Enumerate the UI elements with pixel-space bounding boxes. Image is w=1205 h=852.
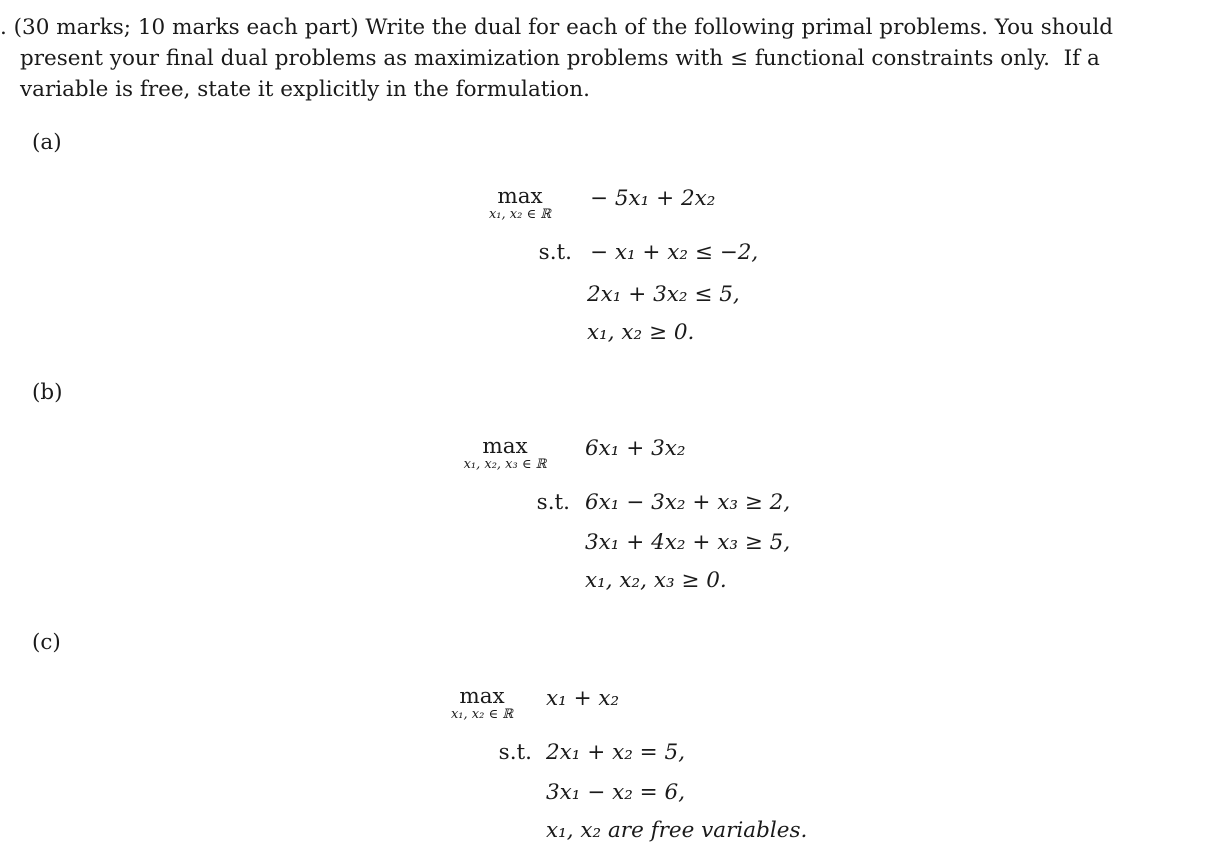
part-a-objective: − 5x₁ + 2x₂ bbox=[590, 186, 716, 211]
part-c-label: (c) bbox=[32, 630, 61, 655]
part-a-constraint-2: 2x₁ + 3x₂ ≤ 5, bbox=[587, 282, 740, 307]
part-c-constraint-1: 2x₁ + x₂ = 5, bbox=[546, 740, 686, 765]
part-b-domain: x₁, x₂, x₃ ∈ ℝ bbox=[463, 457, 547, 472]
part-b-constraint-3: x₁, x₂, x₃ ≥ 0. bbox=[585, 568, 727, 593]
question-line-1: . (30 marks; 10 marks each part) Write the dual for each of the following primal problems. You should bbox=[0, 15, 1114, 40]
part-c-max-operator bbox=[432, 686, 532, 722]
part-b-constraint-2: 3x₁ + 4x₂ + x₃ ≥ 5, bbox=[585, 530, 791, 555]
part-b-st: s.t. bbox=[536, 490, 570, 515]
part-a-domain: x₁, x₂ ∈ ℝ bbox=[488, 207, 552, 222]
part-b-max-operator bbox=[440, 436, 570, 472]
part-a-st: s.t. bbox=[538, 240, 572, 265]
part-b-label: (b) bbox=[32, 380, 63, 405]
question-statement bbox=[0, 12, 1190, 105]
part-a-label: (a) bbox=[32, 130, 62, 155]
part-a-max-operator bbox=[470, 186, 570, 222]
part-b-max: max bbox=[482, 434, 528, 459]
part-c-domain: x₁, x₂ ∈ ℝ bbox=[450, 707, 514, 722]
part-c-max: max bbox=[459, 684, 505, 709]
part-a-constraint-1: − x₁ + x₂ ≤ −2, bbox=[590, 240, 759, 265]
part-c-constraint-3: x₁, x₂ are free variables. bbox=[546, 818, 808, 843]
part-c-objective: x₁ + x₂ bbox=[546, 686, 620, 711]
part-c-constraint-2: 3x₁ − x₂ = 6, bbox=[546, 780, 686, 805]
part-a-constraint-3: x₁, x₂ ≥ 0. bbox=[587, 320, 695, 345]
part-a-max: max bbox=[497, 184, 543, 209]
part-b-constraint-1: 6x₁ − 3x₂ + x₃ ≥ 2, bbox=[585, 490, 791, 515]
question-line-3: variable is free, state it explicitly in the formulation. bbox=[20, 77, 590, 102]
part-c-st: s.t. bbox=[498, 740, 532, 765]
question-line-2: present your final dual problems as maximization problems with ≤ functional constraints only. If a bbox=[20, 46, 1100, 71]
part-b-objective: 6x₁ + 3x₂ bbox=[585, 436, 686, 461]
